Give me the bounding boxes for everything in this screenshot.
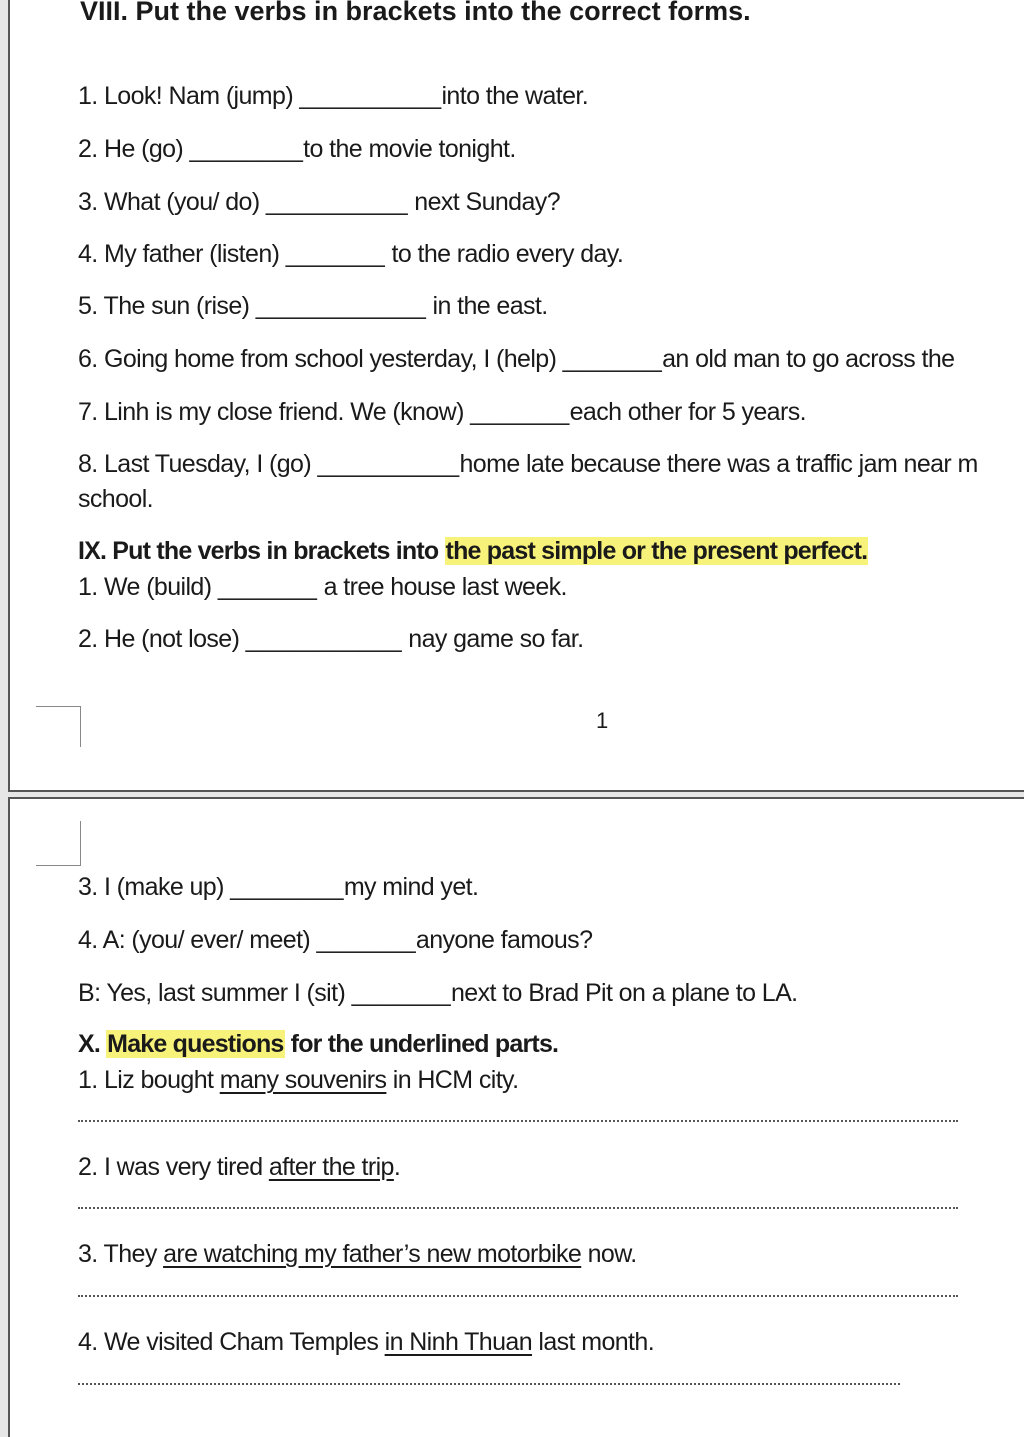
highlighted-text: Make questions [107,1030,284,1058]
exercise-8-item-1: 1. Look! Nam (jump) __________into the water. [78,82,589,110]
answer-blank[interactable]: __________ [317,450,460,478]
underlined-part: after the trip [268,1153,394,1181]
answer-dotted-line[interactable] [78,1120,958,1122]
answer-dotted-line[interactable] [78,1295,958,1297]
page-number: 1 [596,708,609,733]
underlined-part: many souvenirs [219,1066,387,1094]
exercise-9-item-1: 1. We (build) _______ a tree house last week. [78,573,567,601]
exercise-8-item-8: 8. Last Tuesday, I (go) __________home late because there was a traffic jam near m [78,450,978,478]
exercise-8-item-8-continuation: school. [78,485,154,513]
answer-blank[interactable]: _______ [285,240,386,268]
answer-blank[interactable]: ________ [230,873,344,901]
exercise-8-item-7: 7. Linh is my close friend. We (know) _______each other for 5 years. [78,398,806,426]
answer-blank[interactable]: ____________ [255,292,427,320]
section-8-title: VIII. Put the verbs in brackets into the correct forms. [80,0,751,26]
answer-blank[interactable]: _______ [470,398,570,426]
exercise-8-item-3: 3. What (you/ do) __________ next Sunday? [78,188,560,216]
exercise-9-item-3: 3. I (make up) ________my mind yet. [78,873,479,901]
highlighted-text: the past simple or the present perfect. [445,537,868,565]
exercise-9-item-4b: B: Yes, last summer I (sit) _______next to Brad Pit on a plane to LA. [78,979,798,1007]
answer-dotted-line[interactable] [78,1383,900,1385]
answer-blank[interactable]: _______ [217,573,318,601]
exercise-10-item-3: 3. They are watching my father’s new motorbike now. [78,1240,637,1268]
answer-blank[interactable]: _______ [316,926,416,954]
answer-blank[interactable]: ________ [189,135,304,163]
exercise-8-item-2: 2. He (go) ________to the movie tonight. [78,135,516,163]
exercise-10-item-4: 4. We visited Cham Temples in Ninh Thuan last month. [78,1328,655,1356]
worksheet-page-2 [8,797,1024,1437]
underlined-part: in Ninh Thuan [384,1328,533,1356]
answer-blank[interactable]: _______ [562,345,663,373]
section-9-title: IX. Put the verbs in brackets into the past simple or the present perfect. [78,537,868,565]
exercise-9-item-2: 2. He (not lose) ___________ nay game so far. [78,625,584,653]
answer-blank[interactable]: __________ [265,188,408,216]
exercise-10-item-2: 2. I was very tired after the trip. [78,1153,401,1181]
exercise-8-item-5: 5. The sun (rise) ____________ in the east. [78,292,548,320]
underlined-part: are watching my father’s new motorbike [163,1240,582,1268]
answer-dotted-line[interactable] [78,1207,958,1209]
exercise-8-item-4: 4. My father (listen) _______ to the radio every day. [78,240,624,268]
answer-blank[interactable]: ___________ [245,625,402,653]
exercise-8-item-6: 6. Going home from school yesterday, I (help) _______an old man to go across the [78,345,955,373]
worksheet-page-1 [8,0,1024,792]
exercise-9-item-4a: 4. A: (you/ ever/ meet) _______anyone famous? [78,926,593,954]
page-corner-mark [36,821,81,866]
page-corner-mark [36,706,81,747]
answer-blank[interactable]: _______ [351,979,451,1007]
section-10-title: X. Make questions for the underlined parts. [78,1030,559,1058]
exercise-10-item-1: 1. Liz bought many souvenirs in HCM city. [78,1066,519,1094]
answer-blank[interactable]: __________ [299,82,442,110]
